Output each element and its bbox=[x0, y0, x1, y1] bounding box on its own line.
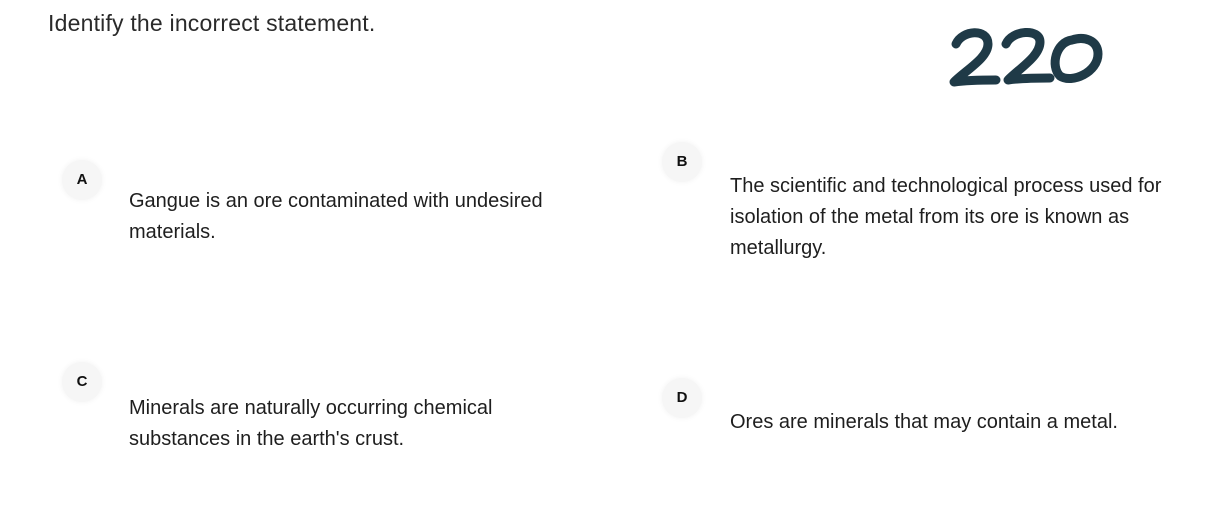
option-b-text: The scientific and technological process used for isolation of the metal from its ore is known as metallurgy. bbox=[730, 175, 1162, 259]
handwritten-220-drawing bbox=[944, 22, 1108, 94]
option-b-badge: B bbox=[662, 142, 702, 182]
handwritten-annotation bbox=[944, 22, 1108, 94]
option-a-text: Gangue is an ore contaminated with undesired materials. bbox=[129, 190, 543, 243]
option-c-text: Minerals are naturally occurring chemical substances in the earth's crust. bbox=[129, 397, 493, 450]
option-d-text: Ores are minerals that may contain a metal. bbox=[730, 411, 1118, 433]
option-b[interactable] bbox=[660, 142, 1180, 272]
option-d-badge: D bbox=[662, 378, 702, 418]
option-a[interactable] bbox=[60, 160, 580, 260]
question-text: Identify the incorrect statement. bbox=[48, 10, 376, 36]
option-c[interactable] bbox=[60, 362, 580, 462]
option-d[interactable] bbox=[660, 378, 1180, 458]
option-a-badge: A bbox=[62, 160, 102, 200]
option-c-badge: C bbox=[62, 362, 102, 402]
